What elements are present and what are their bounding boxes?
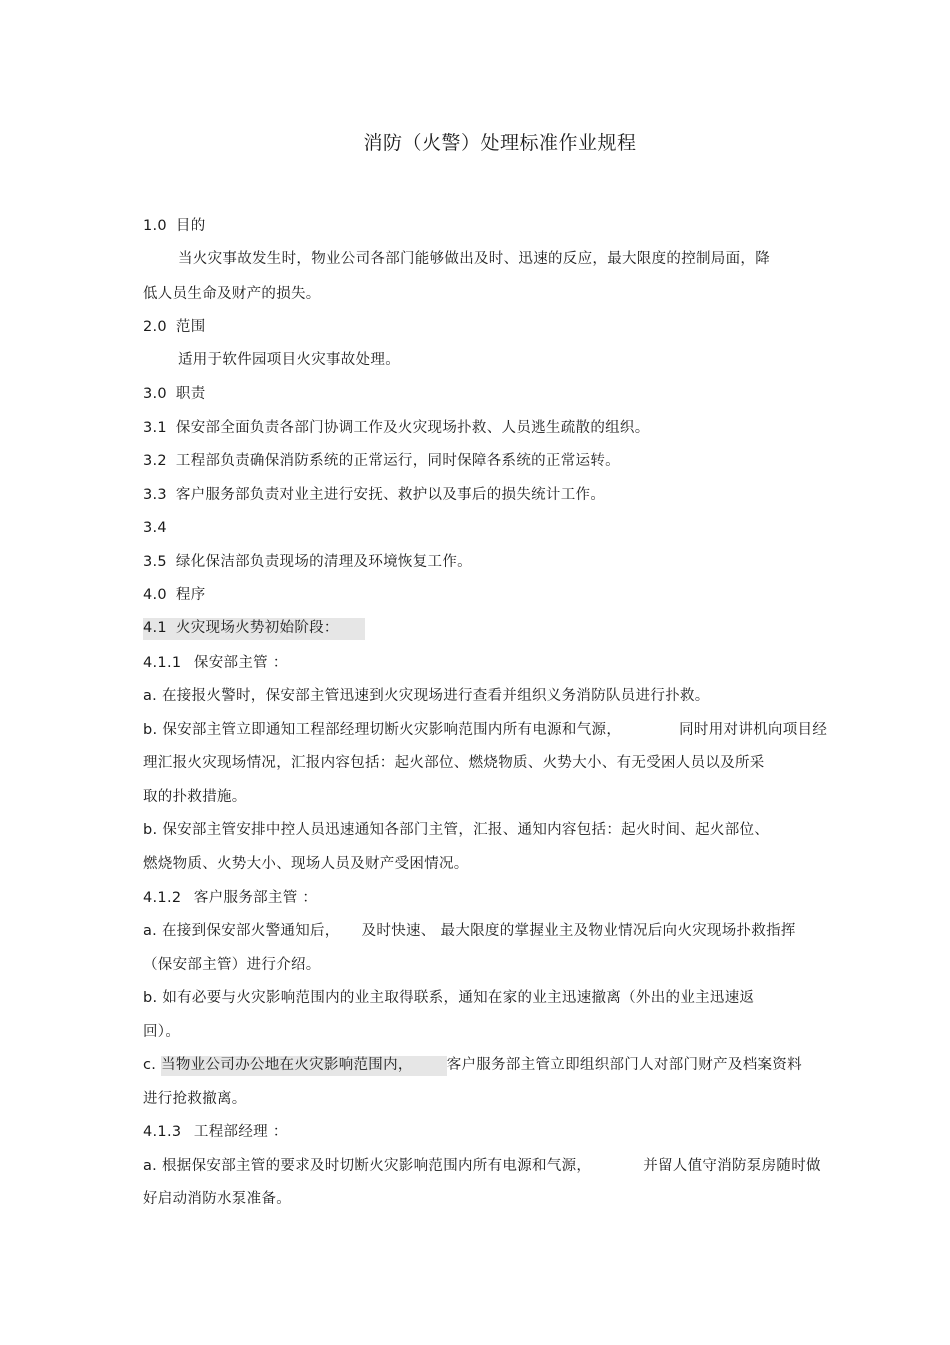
paragraph-line: 当火灾事故发生时，物业公司各部门能够做出及时、迅速的反应，最大限度的控制局面，降 (178, 251, 770, 267)
paragraph-line: 适用于软件园项目火灾事故处理。 (178, 352, 400, 368)
text-segment: c. (143, 1057, 162, 1073)
paragraph-line: 进行抢救撤离。 (143, 1091, 247, 1107)
section-heading-responsibilities (143, 384, 206, 404)
paragraph-line: （保安部主管）进行介绍。 (143, 957, 321, 973)
item-number: 3.4 (143, 520, 167, 536)
section-title: 程序 (175, 587, 206, 603)
text-segment: 客户服务部主管立即组织部门人对部门财产及档案资料 (446, 1057, 802, 1073)
paragraph-line: 取的扑救措施。 (143, 789, 247, 805)
paragraph-line (143, 1055, 802, 1075)
list-item (143, 418, 650, 438)
role-title: 客户服务部主管 ： (193, 890, 318, 906)
text-segment: b. 保安部主管立即通知工程部经理切断火灾影响范围内所有电源和气源， (143, 722, 622, 738)
section-heading-purpose (143, 216, 206, 236)
paragraph-line: b. 如有必要与火灾影响范围内的业主取得联系，通知在家的业主迅速撤离（外出的业主迅速返 (143, 990, 755, 1006)
text-segment: 并留人值守消防泵房随时做 (643, 1158, 821, 1174)
section-heading-scope (143, 317, 206, 337)
section-number: 3.0 (143, 386, 167, 402)
text-segment: a. 在接到保安部火警通知后， (143, 923, 340, 939)
section-title: 职责 (175, 386, 206, 402)
subsection-title: 火灾现场火势初始阶段： (175, 620, 339, 636)
paragraph-line: a. 在接报火警时，保安部主管迅速到火灾现场进行查看并组织义务消防队员进行扑救。 (143, 688, 710, 704)
subsection-heading (143, 618, 365, 640)
item-number: 3.5 (143, 554, 167, 570)
role-number: 4.1.2 (143, 890, 182, 906)
role-heading (143, 653, 288, 673)
item-text: 客户服务部负责对业主进行安抚、救护以及事后的损失统计工作。 (175, 487, 606, 503)
text-segment: a. 根据保安部主管的要求及时切断火灾影响范围内所有电源和气源， (143, 1158, 592, 1174)
role-heading (143, 888, 317, 908)
paragraph-line: 燃烧物质、火势大小、现场人员及财产受困情况。 (143, 856, 469, 872)
paragraph-line (143, 1156, 821, 1176)
role-title: 保安部主管 ： (193, 655, 288, 671)
paragraph-line: 理汇报火灾现场情况，汇报内容包括：起火部位、燃烧物质、火势大小、有无受困人员以及所采 (143, 755, 765, 771)
role-number: 4.1.3 (143, 1124, 182, 1140)
role-number: 4.1.1 (143, 655, 182, 671)
section-title: 范围 (175, 319, 206, 335)
paragraph-line (143, 720, 827, 740)
text-segment: 及时快速、 最大限度的掌握业主及物业情况后向火灾现场扑救指挥 (361, 923, 796, 939)
list-item (143, 552, 472, 572)
paragraph-line (143, 921, 796, 941)
highlighted-text: 当物业公司办公地在火灾影响范围内， (161, 1057, 413, 1073)
item-text: 保安部全面负责各部门协调工作及火灾现场扑救、人员逃生疏散的组织。 (175, 420, 650, 436)
role-heading (143, 1122, 288, 1142)
text-segment: 同时用对讲机向项目经 (679, 722, 828, 738)
item-number: 3.3 (143, 487, 167, 503)
section-heading-procedure (143, 585, 206, 605)
section-number: 4.0 (143, 587, 167, 603)
list-item (143, 518, 171, 538)
section-number: 2.0 (143, 319, 167, 335)
list-item (143, 451, 620, 471)
paragraph-line: b. 保安部主管安排中控人员迅速通知各部门主管，汇报、通知内容包括：起火时间、起火部位、 (143, 822, 770, 838)
paragraph-line: 好启动消防水泵准备。 (143, 1191, 291, 1207)
list-item (143, 485, 605, 505)
page-title: 消防（火警）处理标准作业规程 (363, 132, 637, 154)
section-title: 目的 (175, 218, 206, 234)
subsection-number: 4.1 (143, 620, 167, 636)
item-text: 绿化保洁部负责现场的清理及环境恢复工作。 (175, 554, 472, 570)
item-number: 3.1 (143, 420, 167, 436)
item-number: 3.2 (143, 453, 167, 469)
paragraph-line: 回）。 (143, 1024, 181, 1040)
paragraph-line: 低人员生命及财产的损失。 (143, 286, 321, 302)
section-number: 1.0 (143, 218, 167, 234)
item-text: 工程部负责确保消防系统的正常运行，同时保障各系统的正常运转。 (175, 453, 620, 469)
role-title: 工程部经理 ： (193, 1124, 288, 1140)
